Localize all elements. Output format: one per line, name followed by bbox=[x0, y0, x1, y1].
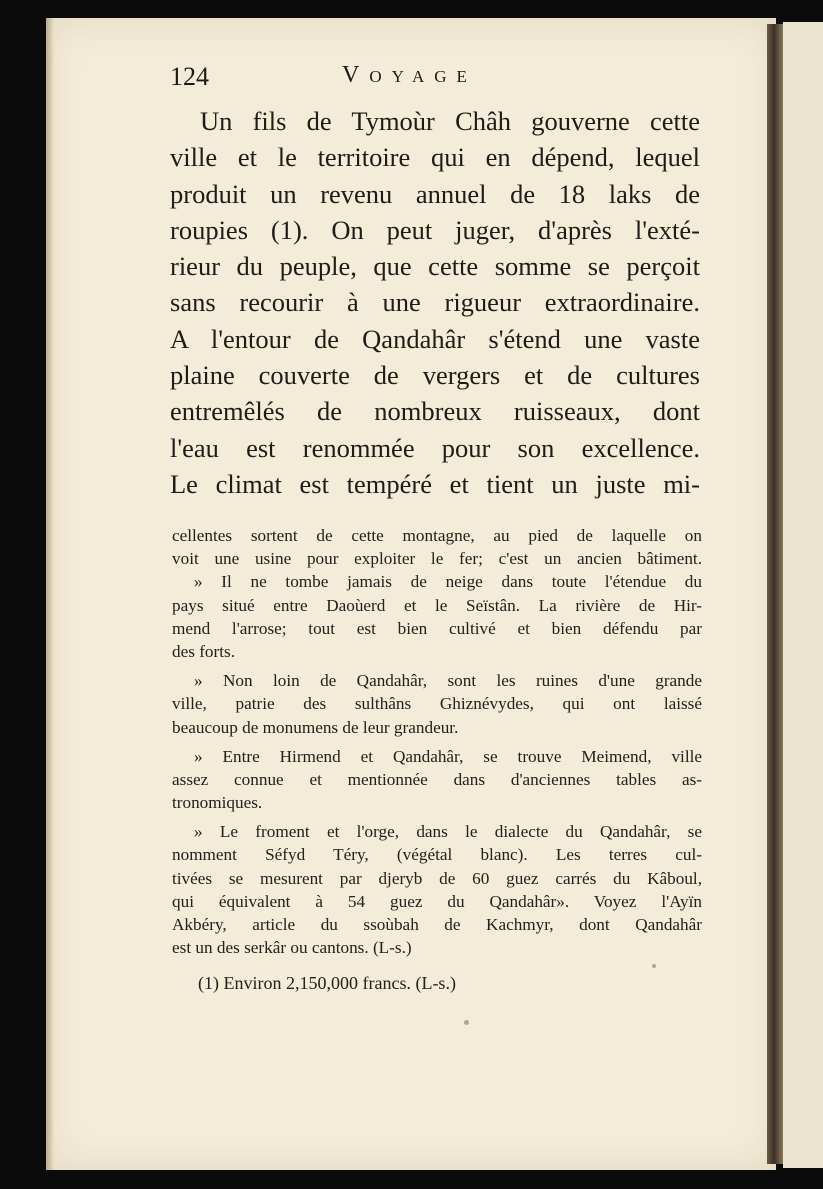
note-line: Akbéry, article du ssoùbah de Kachmyr, dont Qandahâr bbox=[172, 915, 702, 934]
body-line: rieur du peuple, que cette somme se perçoit bbox=[170, 251, 700, 282]
notes-block bbox=[172, 524, 702, 959]
note-line: mend l'arrose; tout est bien cultivé et bien défendu par bbox=[172, 618, 702, 638]
note-line: ville, patrie des sulthâns Ghiznévydes, qui ont laissé bbox=[172, 694, 702, 714]
note-line: voit une usine pour exploiter le fer; c'est un ancien bâtiment. bbox=[172, 549, 702, 569]
note-line: » Il ne tombe jamais de neige dans toute l'étendue du bbox=[194, 572, 702, 592]
note-line: » Non loin de Qandahâr, sont les ruines d'une grande bbox=[194, 671, 702, 691]
body-line: plaine couverte de vergers et de cultures bbox=[170, 360, 700, 391]
book-spine-edge bbox=[767, 24, 783, 1164]
body-line: Un fils de Tymoùr Châh gouverne cette bbox=[200, 106, 700, 136]
note-line: des forts. bbox=[172, 641, 236, 661]
note-line: cellentes sortent de cette montagne, au pied de laquelle on bbox=[172, 526, 702, 545]
running-head bbox=[170, 62, 710, 96]
note-line: est un des serkâr ou cantons. (L-s.) bbox=[172, 938, 412, 958]
body-line: l'eau est renommée pour son excellence. bbox=[170, 432, 700, 463]
main-text-block bbox=[170, 103, 700, 502]
note-line: beaucoup de monumens de leur grandeur. bbox=[172, 717, 459, 737]
body-line: sans recourir à une rigueur extraordinaire. bbox=[170, 287, 700, 318]
ink-speck bbox=[464, 1020, 469, 1025]
ink-speck bbox=[652, 964, 656, 968]
note-line: » Le froment et l'orge, dans le dialecte du Qandahâr, se bbox=[194, 822, 702, 842]
note-line: nomment Séfyd Téry, (végétal blanc). Les terres cul- bbox=[172, 845, 702, 865]
body-line: ville et le territoire qui en dépend, lequel bbox=[170, 142, 700, 173]
note-line: tivées se mesurent par djeryb de 60 guez carrés du Kâboul, bbox=[172, 868, 702, 888]
page-number: 124 bbox=[170, 62, 209, 91]
running-head-title: Voyage bbox=[342, 62, 477, 88]
note-line: tronomiques. bbox=[172, 793, 263, 813]
note-line: pays situé entre Daoùerd et le Seïstân. La rivière de Hir- bbox=[172, 595, 702, 615]
note-line: qui équivalent à 54 guez du Qandahâr». Voyez l'Ayïn bbox=[172, 891, 702, 911]
body-line: roupies (1). On peut juger, d'après l'exté- bbox=[170, 214, 700, 245]
facing-page-edge bbox=[783, 22, 823, 1168]
note-line: » Entre Hirmend et Qandahâr, se trouve Meimend, ville bbox=[194, 746, 702, 766]
page-gutter-shadow bbox=[46, 18, 54, 1170]
body-line: entremêlés de nombreux ruisseaux, dont bbox=[170, 396, 700, 427]
body-line: produit un revenu annuel de 18 laks de bbox=[170, 178, 700, 209]
body-line: A l'entour de Qandahâr s'étend une vaste bbox=[170, 323, 700, 354]
note-line: assez connue et mentionnée dans d'anciennes tables as- bbox=[172, 769, 702, 789]
body-line: Le climat est tempéré et tient un juste mi- bbox=[170, 468, 700, 499]
footnote: (1) Environ 2,150,000 francs. (L-s.) bbox=[198, 973, 456, 993]
